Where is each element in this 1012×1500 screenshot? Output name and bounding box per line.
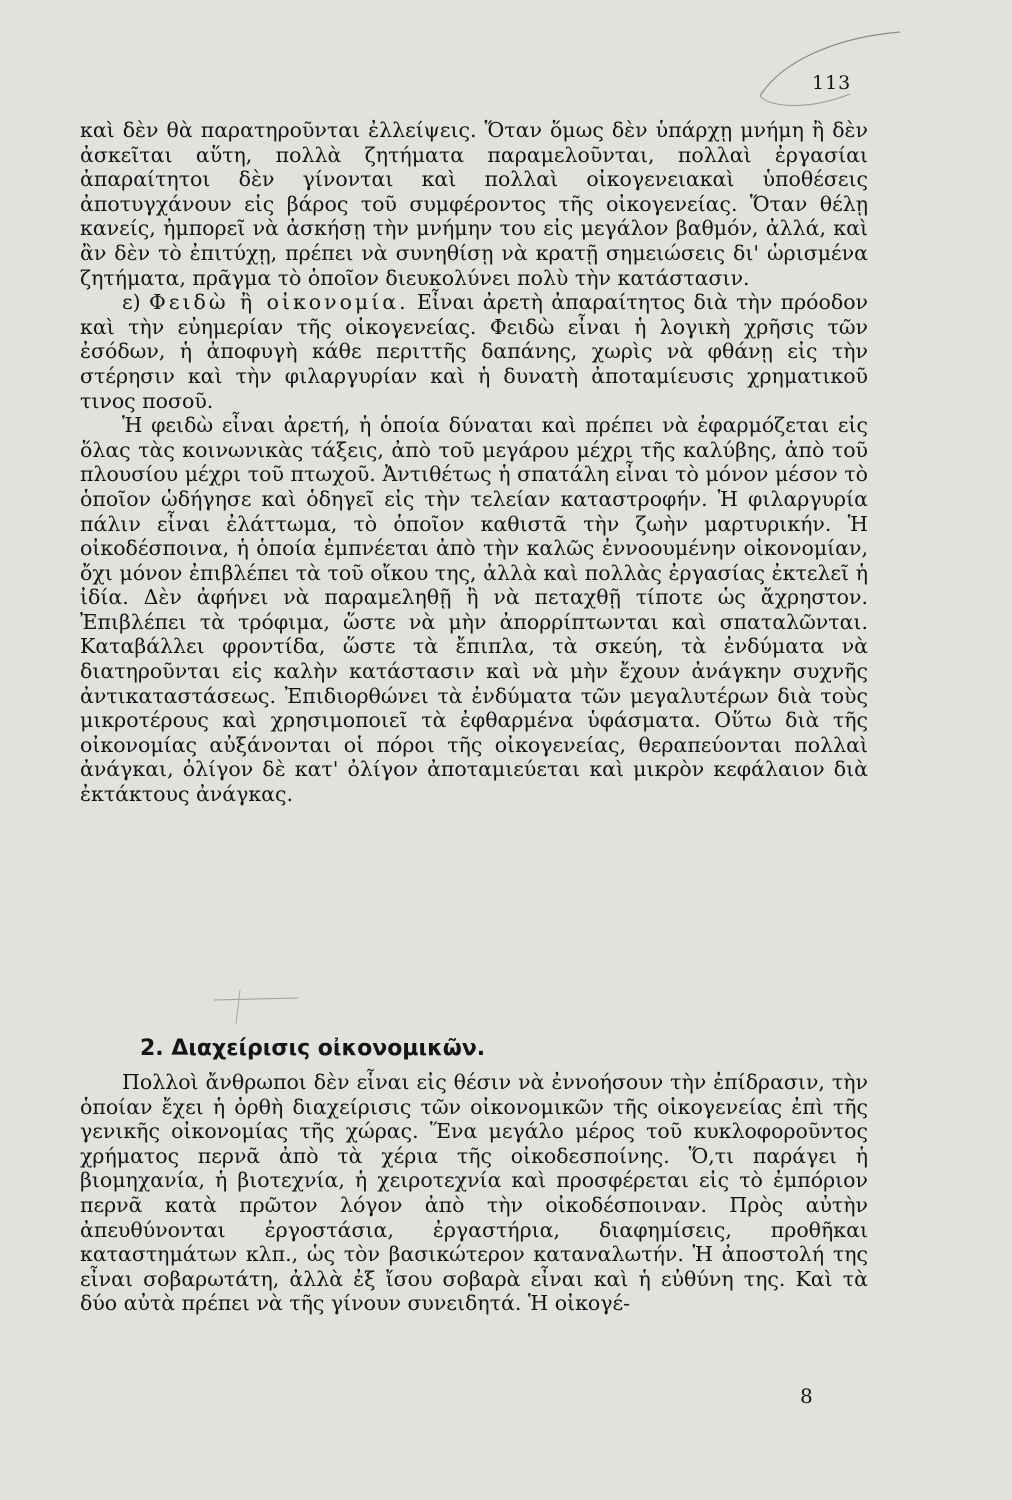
paragraph-virtue: Ἡ φειδὼ εἶναι ἀρετή, ἡ ὁποία δύναται καὶ πρέπει νὰ ἐφαρμόζεται εἰς ὅλας τὰς κοινωνικὰς τάξεις, ἀπὸ τοῦ μεγάρου μέχρι τῆς καλύβης, ἀπὸ τοῦ πλουσίου μέχρι τοῦ πτωχοῦ. Ἀντιθέτως ἡ σπατάλη εἶναι τὸ μόνον μέσον τὸ ὁποῖον ὡδήγησε καὶ ὁδηγεῖ εἰς τὴν τελείαν καταστροφήν. Ἡ φιλαργυρία πάλιν εἶναι ἐλάττωμα, τὸ ὁποῖον καθιστᾶ τὴν ζωὴν μαρτυρικήν. Ἡ οἰκοδέσποινα, ἡ ὁποία ἐμπνέεται ἀπὸ τὴν καλῶς ἐννοουμένην οἰκονομίαν, ὄχι μόνον ἐπιβλέπει τὰ τοῦ οἴκου της, ἀλλὰ καὶ πολλὰς ἐργασίας ἐκτελεῖ ἡ ἰδία. Δὲν ἀφήνει νὰ παραμεληθῇ ἢ νὰ πεταχθῇ τίποτε ὡς ἄχρηστον. Ἐπιβλέπει τὰ τρόφιμα, ὥστε νὰ μὴν ἀπορρίπτωνται καὶ σπαταλῶνται. Καταβάλλει φροντίδα, ὥστε τὰ ἔπιπλα, τὰ σκεύη, τὰ ἐνδύματα νὰ διατηροῦνται εἰς καλὴν κατάστασιν καὶ νὰ μὴν ἔχουν ἀνάγκην συχνῆς ἀντικαταστάσεως. Ἐπιδιορθώνει τὰ ἐνδύματα τῶν μεγαλυτέρων διὰ τοὺς μικροτέρους καὶ χρησιμοποιεῖ τὰ ἐφθαρμένα ὑφάσματα. Οὕτω διὰ τῆς οἰκονομίας αὐξάνονται οἱ πόροι τῆς οἰκογενείας, θεραπεύονται πολλαὶ ἀνάγκαι, ὀλίγον δὲ κατ' ὀλίγον ἀποταμιεύεται καὶ μικρὸν κεφάλαιον διὰ ἐκτάκτους ἀνάγκας. xyxy=(80,413,868,807)
list-marker: ε) xyxy=(122,290,150,315)
page-number: 113 xyxy=(812,72,852,94)
paragraph-thrift xyxy=(80,290,868,413)
section-heading: 2. Διαχείρισις οἰκονομικῶν. xyxy=(140,1036,486,1061)
body-text-lower xyxy=(80,1070,868,1316)
paragraph-memory: καὶ δὲν θὰ παρατηροῦνται ἐλλείψεις. Ὅταν ὅμως δὲν ὑπάρχῃ μνήμη ἢ δὲν ἀσκεῖται αὕτη, πολλὰ ζητήματα παραμελοῦνται, πολλαὶ ἐργασίαι ἀπαραίτητοι δὲν γίνονται καὶ πολλαὶ οἰκογενειακαὶ ὑποθέσεις ἀποτυγχάνουν εἰς βάρος τοῦ συμφέροντος τῆς οἰκογενείας. Ὅταν θέλῃ κανείς, ἠμπορεῖ νὰ ἀσκήσῃ τὴν μνήμην του εἰς μεγάλον βαθμόν, ἀλλά, καὶ ἂν δὲν τὸ ἐπιτύχῃ, πρέπει νὰ συνηθίσῃ νὰ κρατῇ σημειώσεις δι' ὡρισμένα ζητήματα, πρᾶγμα τὸ ὁποῖον διευκολύνει πολὺ τὴν κατάστασιν. xyxy=(80,118,868,290)
thrift-term: Φειδὼ ἢ οἰκονομία. xyxy=(149,290,409,315)
signature-mark: 8 xyxy=(800,1384,813,1408)
pencil-underline-mark xyxy=(210,988,300,1028)
pencil-corner-mark xyxy=(740,24,910,114)
paragraph-management: Πολλοὶ ἄνθρωποι δὲν εἶναι εἰς θέσιν νὰ ἐννοήσουν τὴν ἐπίδρασιν, τὴν ὁποίαν ἔχει ἡ ὀρθὴ διαχείρισις τῶν οἰκονομικῶν τῆς οἰκογενείας ἐπὶ τῆς γενικῆς οἰκονομίας τῆς χώρας. Ἕνα μεγάλο μέρος τοῦ κυκλοφοροῦντος χρήματος περνᾶ ἀπὸ τὰ χέρια τῆς οἰκοδεσποίνης. Ὅ,τι παράγει ἡ βιομηχανία, ἡ βιοτεχνία, ἡ χειροτεχνία καὶ προσφέρεται εἰς τὸ ἐμπόριον περνᾶ κατὰ πρῶτον λόγον ἀπὸ τὴν οἰκοδέσποιναν. Πρὸς αὐτὴν ἀπευθύνονται ἐργοστάσια, ἐργαστήρια, διαφημίσεις, προθῆκαι καταστημάτων κλπ., ὡς τὸν βασικώτερον καταναλωτήν. Ἡ ἀποστολή της εἶναι σοβαρωτάτη, ἀλλὰ ἐξ ἴσου σοβαρὰ εἶναι καὶ ἡ εὐθύνη της. Καὶ τὰ δύο αὐτὰ πρέπει νὰ τῆς γίνουν συνειδητά. Ἡ οἰκογέ- xyxy=(80,1070,868,1316)
body-text-upper xyxy=(80,118,868,807)
thrift-definition: Εἶναι ἀρετὴ ἀπαραίτητος διὰ τὴν πρόοδον καὶ τὴν εὐημερίαν τῆς οἰκογενείας. Φειδὼ εἶναι ἡ λογικὴ χρῆσις τῶν ἐσόδων, ἡ ἀποφυγὴ κάθε περιττῆς δαπάνης, χωρὶς νὰ φθάνῃ εἰς τὴν στέρησιν καὶ τὴν φιλαργυρίαν καὶ ἡ δυνατὴ ἀποταμίευσις χρηματικοῦ τινος ποσοῦ. xyxy=(80,290,868,413)
